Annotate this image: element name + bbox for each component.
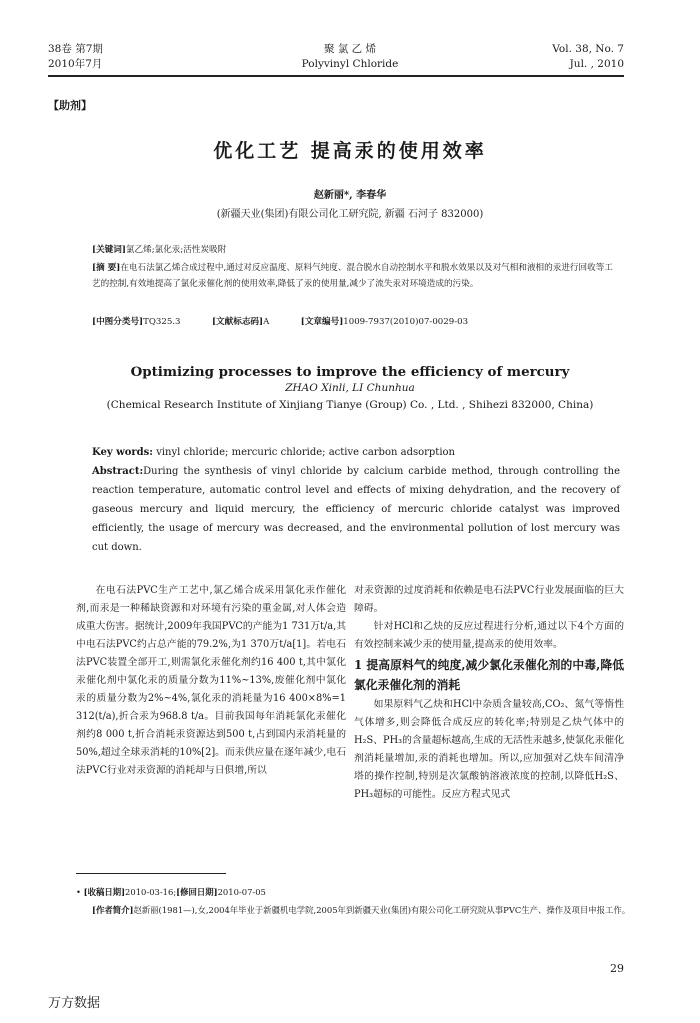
- abstract-cn: [92, 261, 620, 292]
- keywords-en-label: Key words:: [92, 447, 153, 458]
- doc-code-label: [文献标志码]: [211, 317, 264, 327]
- article-number-value: 1009-7937(2010)07-0029-03: [343, 317, 469, 327]
- keywords-cn-label: [关键词]: [92, 245, 126, 255]
- abstract-en-text: During the synthesis of vinyl chloride by calcium carbide method, through controlling the reaction temperature, automatic control level and effects of mixing dehydration, and the recovery of gaseous mercury and liquid mercury, the efficiency of mercuric chloride catalyst was improved efficiently, the usage of mercury was decreased, and the environmental pollution of lost mercury was cut down.: [92, 466, 620, 553]
- body-paragraph-3: 如果原料气乙炔和HCl中杂质含量较高,CO₂、氮气等惰性气体增多,则会降低合成反应的转化率;特别是乙炔气体中的H₂S、PH₃的含量超标越高,生成的无活性汞越多,使氯化汞催化剂消耗量增加,汞的消耗也增加。所以,应加强对乙炔车间清净塔的操作控制,特别是次氯酸钠溶液浓度的控制,以降低H₂S、PH₃超标的可能性。反应方程式见式: [354, 699, 624, 800]
- affiliation-cn: (新疆天业(集团)有限公司化工研究院, 新疆 石河子 832000): [216, 209, 484, 220]
- header-date-en: Jul. , 2010: [569, 58, 624, 70]
- clc-label: [中图分类号]: [92, 317, 144, 327]
- footnote-dates: [76, 883, 636, 901]
- watermark: 万方数据: [48, 996, 101, 1011]
- footnote-author: [76, 901, 636, 919]
- section-tag: 【助剂】: [48, 99, 92, 112]
- bullet-icon: •: [76, 887, 84, 897]
- body-paragraph-1: 在电石法PVC生产工艺中,氯乙烯合成采用氯化汞作催化剂,而汞是一种稀缺资源和对环境有污染的重金属,对人体会造成重大伤害。据统计,2009年我国PVC的产能为1 731万t/a,其中电石法PVC约占总产能的79.2%,为1 370万t/a[1]。若电石法PVC装置全部开工,则需氯化汞催化剂约16 400 t,其中氯化汞催化剂中氯化汞的质量分数为11%~13%,废催化剂中氯化汞的质量分数为2%~4%,氯化汞的消耗量为16 400×8%=1 312(t/a),折合汞为968.8 t/a。目前我国每年消耗氯化汞催化剂约8 000 t,折合消耗汞资源达到500 t,占到国内汞消耗量的50%,超过全球汞消耗的10%[2]。而汞供应量在逐年减少,电石法PVC行业对汞资源的消耗却与日俱增,所以: [76, 585, 346, 776]
- keywords-en: [92, 443, 620, 462]
- header-volume-en: Vol. 38, No. 7: [552, 43, 624, 55]
- section-1-heading: 1 提高原料气的纯度,减少氯化汞催化剂的中毒,降低氯化汞催化剂的消耗: [354, 658, 624, 692]
- keywords-cn: [92, 243, 620, 259]
- affiliation-en: (Chemical Research Institute of Xinjiang Tianye (Group) Co. , Ltd. , Shihezi 832000, China): [106, 399, 594, 411]
- received-date: 2010-03-16;: [125, 887, 177, 897]
- abstract-cn-text: 在电石法氯乙烯合成过程中,通过对反应温度、原料气纯度、混合脱水自动控制水平和脱水效果以及对气相和液相的汞进行回收等工艺的控制,有效地提高了氯化汞催化剂的使用效率,降低了汞的使用量,减少了流失汞对环境造成的污染。: [92, 263, 613, 289]
- header-date-cn: 2010年7月: [48, 58, 103, 70]
- abstract-cn-label: [摘 要]: [92, 263, 121, 273]
- page-number: 29: [610, 962, 624, 975]
- authors-cn: 赵新丽*, 李春华: [313, 190, 387, 201]
- header-journal-cn: 聚 氯 乙 烯: [323, 43, 376, 55]
- header-journal-en: Polyvinyl Chloride: [301, 58, 399, 70]
- body-paragraph-continued: 对汞资源的过度消耗和依赖是电石法PVC行业发展面临的巨大障碍。: [354, 585, 624, 614]
- body-left-column: [76, 582, 346, 780]
- revised-label: [修回日期]: [176, 887, 218, 897]
- received-label: [收稿日期]: [83, 887, 126, 897]
- footnote-rule: [76, 873, 226, 874]
- author-bio-text: 赵新丽(1981—),女,2004年毕业于新疆机电学院,2005年到新疆天业(集团)有限公司化工研究院从事PVC生产、操作及项目申报工作。: [133, 905, 631, 915]
- classification-line: [92, 315, 620, 331]
- abstract-en-label: Abstract:: [92, 466, 144, 477]
- body-right-column: [354, 582, 624, 804]
- keywords-cn-text: 氯乙烯;氯化汞;活性炭吸附: [125, 245, 227, 255]
- abstract-en: [92, 462, 620, 557]
- header-rule: [48, 75, 624, 77]
- revised-date: 2010-07-05: [217, 887, 266, 897]
- article-number-label: [文章编号]: [300, 317, 344, 327]
- keywords-en-text: vinyl chloride; mercuric chloride; active carbon adsorption: [156, 447, 455, 458]
- author-bio-label: [作者简介]: [92, 905, 134, 915]
- doc-code-value: A: [263, 317, 270, 327]
- title-en: Optimizing processes to improve the efficiency of mercury: [130, 364, 570, 380]
- authors-en: ZHAO Xinli, LI Chunhua: [285, 382, 415, 394]
- clc-value: TQ325.3: [143, 317, 181, 327]
- title-cn: 优化工艺 提高汞的使用效率: [213, 140, 487, 162]
- header-volume-cn: 38卷 第7期: [48, 43, 103, 55]
- body-paragraph-2: 针对HCl和乙炔的反应过程进行分析,通过以下4个方面的有效控制来减少汞的使用量,提高汞的使用效率。: [354, 621, 624, 650]
